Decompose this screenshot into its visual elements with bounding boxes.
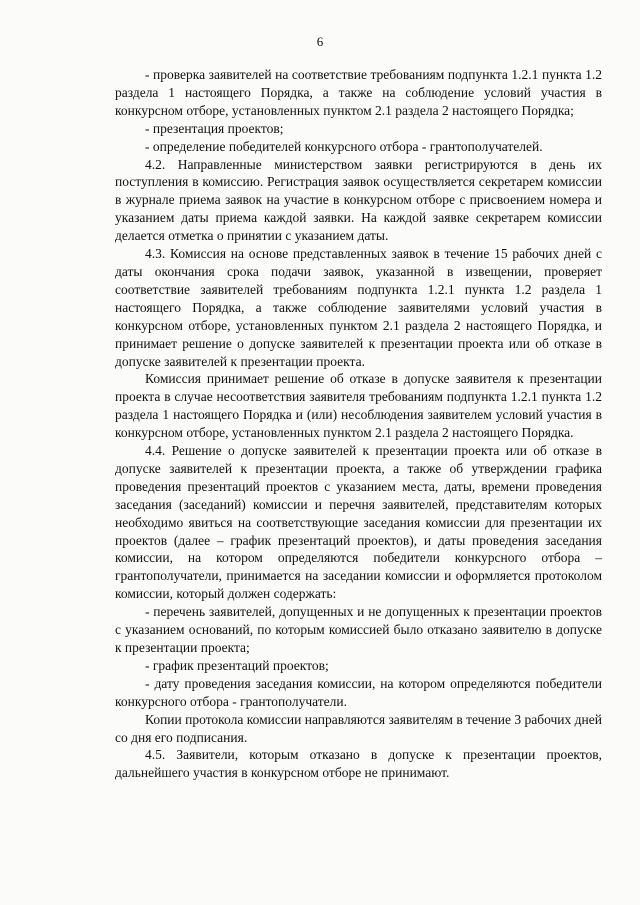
- document-body: [115, 66, 602, 782]
- paragraph-4-3: 4.3. Комиссия на основе представленных заявок в течение 15 рабочих дней с даты окончания срока подачи заявок, указанной в извещении, проверяет соответствие заявителей требованиям подпункта 1.2.1 пункта 1.2 раздела 1 настоящего Порядка, а также соблюдение заявителями условий участия в конкурсном отборе, установленных пунктом 2.1 раздела 2 настоящего Порядка, и принимает решение о допуске заявителей к презентации проекта или об отказе в допуске заявителей к презентации проекта.: [115, 246, 602, 369]
- paragraph-meeting-date: - дату проведения заседания комиссии, на котором определяются победители конкурсного отбора - грантополучатели.: [115, 675, 602, 709]
- paragraph-list-of-applicants: - перечень заявителей, допущенных и не допущенных к презентации проектов с указанием оснований, по которым комиссией было отказано заявителю в допуске к презентации проекта;: [115, 604, 602, 655]
- paragraph-presentation-schedule: - график презентаций проектов;: [145, 657, 329, 673]
- page-number: 6: [316, 34, 324, 49]
- paragraph-project-presentation: - презентация проектов;: [145, 120, 284, 136]
- paragraph-determine-winners: - определение победителей конкурсного отбора - грантополучателей.: [145, 138, 543, 154]
- paragraph-4-2: 4.2. Направленные министерством заявки регистрируются в день их поступления в комиссию. Регистрация заявок осуществляется секретарем комиссии в журнале приема заявок на участие в конкурсном отборе с присвоением номера и указанием даты приема каждой заявки. На каждой заявке секретарем комиссии делается отметка о принятии с указанием даты.: [115, 156, 602, 244]
- paragraph-refusal-decision: Комиссия принимает решение об отказе в допуске заявителя к презентации проекта в случае несоответствия заявителя требованиям подпункта 1.2.1 пункта 1.2 раздела 1 настоящего Порядка и (или) несоблюдения заявителем условий участия в конкурсном отборе, установленных пунктом 2.1 раздела 2 настоящего Порядка.: [115, 371, 602, 441]
- paragraph-4-5: 4.5. Заявители, которым отказано в допуске к презентации проектов, дальнейшего участия в конкурсном отборе не принимают.: [115, 747, 602, 781]
- paragraph-check-applicants: - проверка заявителей на соответствие требованиям подпункта 1.2.1 пункта 1.2 раздела 1 настоящего Порядка, а также на соблюдение условий участия в конкурсном отборе, установленных пунктом 2.1 раздела 2 настоящего Порядка;: [115, 67, 602, 118]
- paragraph-protocol-copies: Копии протокола комиссии направляются заявителям в течение 3 рабочих дней со дня его подписания.: [115, 711, 602, 745]
- paragraph-4-4: 4.4. Решение о допуске заявителей к презентации проекта или об отказе в допуске заявителей к презентации проекта, а также об утверждении графика проведения презентаций проектов с указанием места, даты, времени проведения заседания (заседаний) комиссии и перечня заявителей, представителям которых необходимо явиться на соответствующие заседания комиссии для презентации их проектов (далее – график презентаций проектов), и даты проведения заседания комиссии, на котором определяются победители конкурсного отбора – грантополучатели, принимается на заседании комиссии и оформляется протоколом комиссии, который должен содержать:: [115, 443, 602, 602]
